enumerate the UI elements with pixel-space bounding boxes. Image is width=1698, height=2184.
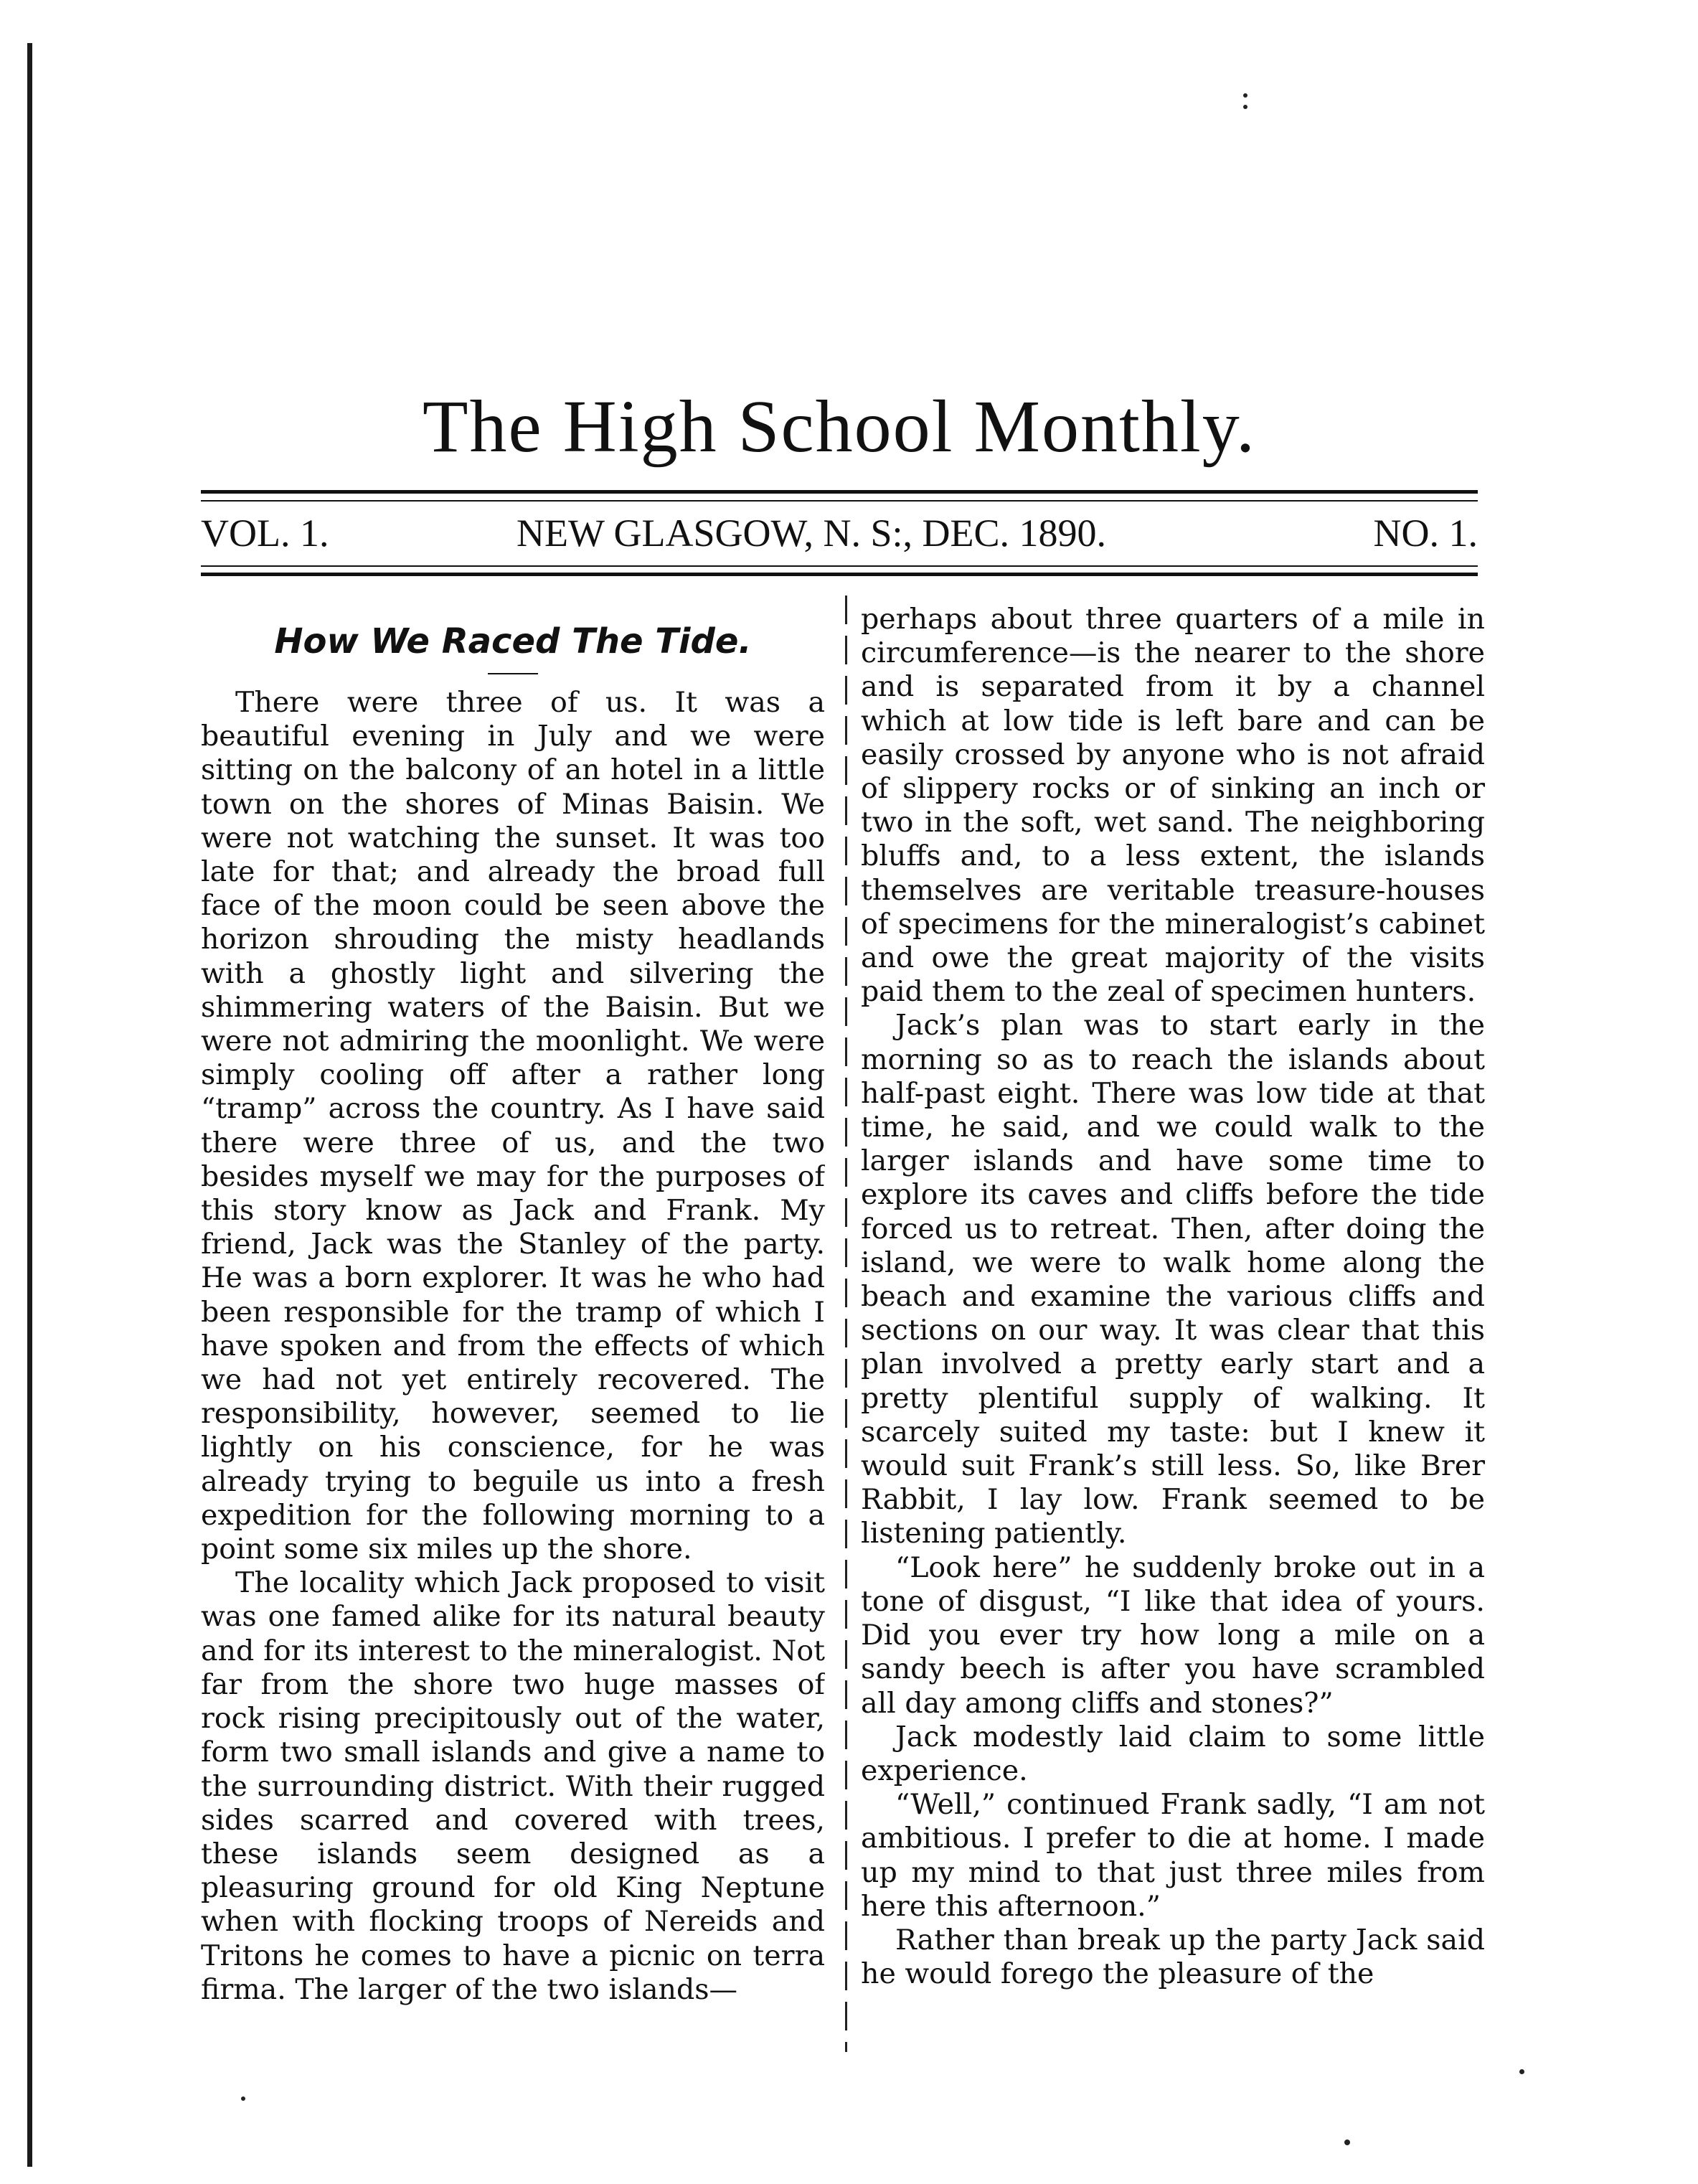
ink-speck	[1344, 2140, 1350, 2145]
issue-rule-thin	[201, 565, 1478, 567]
ink-speck	[1519, 2069, 1524, 2074]
ink-speck	[1243, 93, 1247, 98]
masthead-rule-thin	[201, 500, 1478, 502]
issue-number-label: NO. 1.	[1373, 512, 1478, 555]
paragraph: There were three of us. It was a beautiful evening in July and we were sitting on the balcony of an hotel in a little town on the shores of Minas Baisin. We were not watching the sunset. It was too late for that; and already the broad full face of the moon could be seen above the horizon shrouding the misty headlands with a ghostly light and silvering the shimmering waters of the Baisin. But we were not admiring the moonlight. We were simply cooling off after a rather long “tramp” across the country. As I have said there were three of us, and the two besides myself we may for the purposes of this story know as Jack and Frank. My friend, Jack was the Stanley of the party. He was a born explorer. It was he who had been responsible for the tramp of which I have spoken and from the effects of which we had not yet entirely recovered. The responsibility, however, seemed to lie lightly on his conscience, for he was already trying to beguile us into a fresh expedition for the following morning to a point some six miles up the shore.	[201, 686, 825, 1566]
volume-label: VOL. 1.	[201, 512, 329, 555]
paragraph: Jack modestly laid claim to some little experience.	[861, 1720, 1485, 1787]
article-column-left	[201, 603, 825, 2066]
title-rule	[488, 673, 538, 674]
issue-line	[201, 511, 1478, 561]
paragraph: “Well,” continued Frank sadly, “I am not ambitious. I prefer to die at home. I made up my mind to that just three miles from here this afternoon.”	[861, 1788, 1485, 1923]
issue-rule-thick	[201, 573, 1478, 576]
paragraph: Rather than break up the party Jack said he would forego the pleasure of the	[861, 1923, 1485, 1991]
paragraph: Jack’s plan was to start early in the morning so as to reach the islands about half-past eight. There was low tide at that time, he said, and we could walk to the larger islands and have some time to explore its caves and cliffs before the tide forced us to retreat. Then, after doing the island, we were to walk home along the beach and examine the various cliffs and sections on our way. It was clear that this plan involved a pretty early start and a pretty plentiful supply of walking. It scarcely suited my taste: but I knew it would suit Frank’s still less. So, like Brer Rabbit, I lay low. Frank seemed to be listening patiently.	[861, 1009, 1485, 1550]
column-divider	[845, 596, 847, 2052]
masthead-rule-thick	[201, 490, 1478, 494]
ink-speck	[241, 2096, 245, 2101]
paragraph: The locality which Jack proposed to visit was one famed alike for its natural beauty and for its interest to the mineralogist. Not far from the shore two huge masses of rock rising precipitously out of the water, form two small islands and give a name to the surrounding district. With their rugged sides scarred and covered with trees, these islands seem designed as a pleasuring ground for old King Neptune when with flocking troops of Nereids and Tritons he comes to have a picnic on terra firma. The larger of the two islands—	[201, 1566, 825, 2006]
article-column-right	[861, 603, 1485, 2066]
page-binding-edge	[27, 43, 32, 2167]
paragraph: “Look here” he suddenly broke out in a tone of disgust, “I like that idea of yours. Did you ever try how long a mile on a sandy beech is after you have scrambled all day among cliffs and stones?”	[861, 1550, 1485, 1720]
paragraph-continued: perhaps about three quarters of a mile in circumference—is the nearer to the shore and is separated from it by a channel which at low tide is left bare and can be easily crossed by anyone who is not afraid of slippery rocks or of sinking an inch or two in the soft, wet sand. The neighboring bluffs and, to a less extent, the islands themselves are veritable treasure-houses of specimens for the mineralogist’s cabinet and owe the great majority of the visits paid them to the zeal of specimen hunters.	[861, 603, 1485, 1009]
place-date-label: NEW GLASGOW, N. S:, DEC. 1890.	[517, 512, 1107, 555]
masthead-title: The High School Monthly.	[422, 385, 1257, 468]
article-title: How We Raced The Tide.	[274, 621, 752, 662]
ink-speck	[1243, 105, 1247, 109]
